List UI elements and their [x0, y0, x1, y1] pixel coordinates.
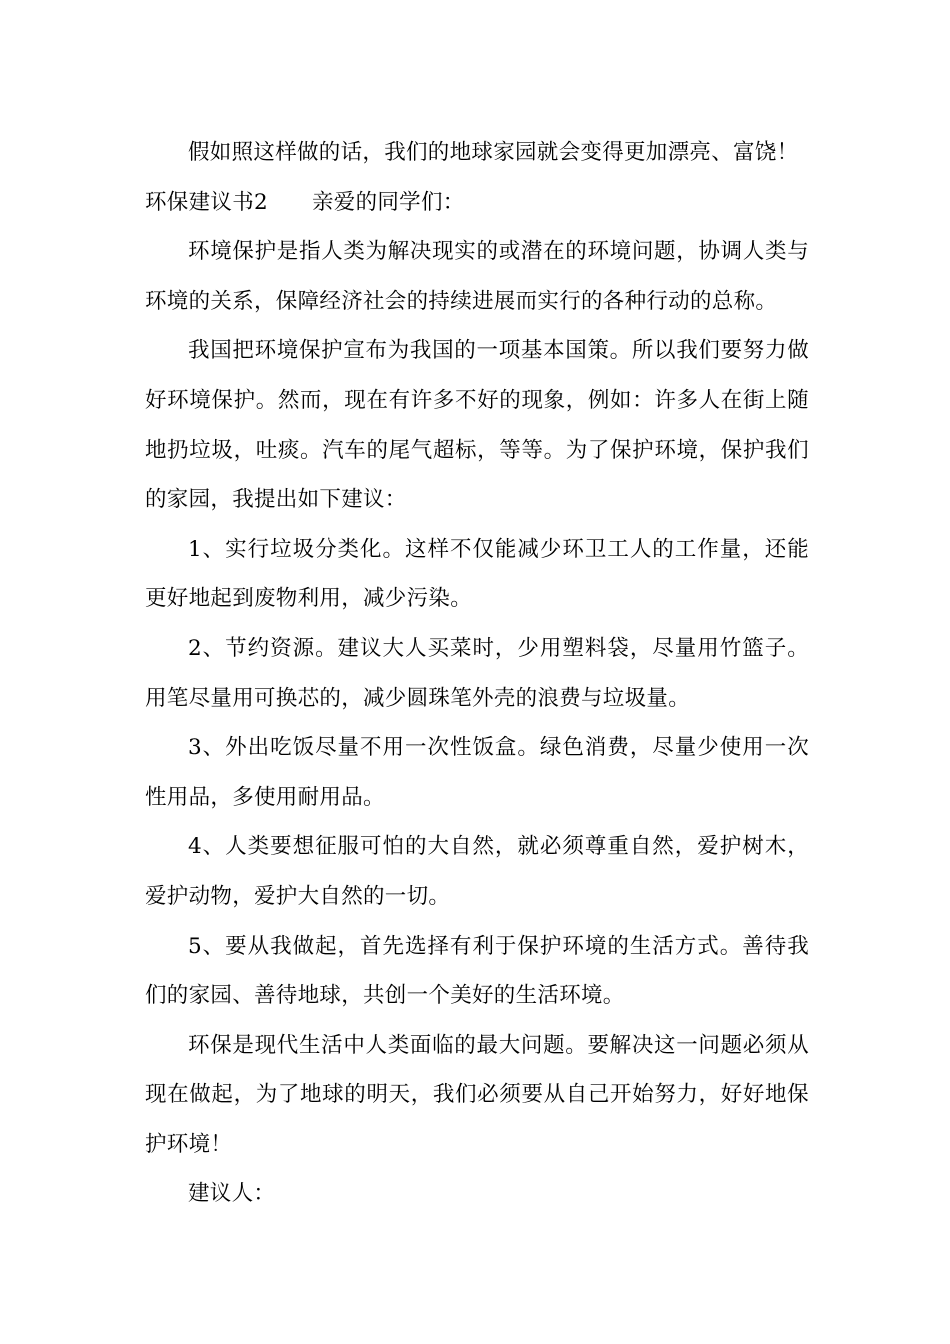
paragraph-policy: 我国把环境保护宣布为我国的一项基本国策。所以我们要努力做好环境保护。然而，现在有许多不好的现象，例如：许多人在街上随地扔垃圾，吐痰。汽车的尾气超标，等等。为了保护环境，保护我们的家园，我提出如下建议：	[145, 338, 809, 513]
suggestion-5: 5、要从我做起，首先选择有利于保护环境的生活方式。善待我们的家园、善待地球，共创一个美好的生活环境。	[145, 933, 809, 1009]
paragraph-conclusion: 环保是现代生活中人类面临的最大问题。要解决这一问题必须从现在做起，为了地球的明天，我们必须要从自己开始努力，好好地保护环境！	[145, 1032, 809, 1157]
closing-line: 假如照这样做的话，我们的地球家园就会变得更加漂亮、富饶！	[188, 140, 799, 165]
signature-label: 建议人：	[188, 1181, 276, 1207]
suggestion-1: 1、实行垃圾分类化。这样不仅能减少环卫工人的工作量，还能更好地起到废物利用，减少污染。	[145, 536, 809, 612]
document-body	[145, 128, 809, 1219]
paragraph-intro: 环境保护是指人类为解决现实的或潜在的环境问题，协调人类与环境的关系，保障经济社会的持续进展而实行的各种行动的总称。	[145, 239, 809, 314]
suggestion-4: 4、人类要想征服可怕的大自然，就必须尊重自然，爱护树木，爱护动物，爱护大自然的一切。	[145, 834, 809, 909]
suggestion-3: 3、外出吃饭尽量不用一次性饭盒。绿色消费，尽量少使用一次性用品，多使用耐用品。	[145, 735, 809, 810]
title-line	[145, 178, 809, 228]
salutation: 亲爱的同学们：	[311, 189, 465, 215]
suggestion-2: 2、节约资源。建议大人买菜时，少用塑料袋，尽量用竹篮子。用笔尽量用可换芯的，减少圆珠笔外壳的浪费与垃圾量。	[145, 635, 809, 711]
document-title: 环保建议书2	[145, 189, 268, 215]
